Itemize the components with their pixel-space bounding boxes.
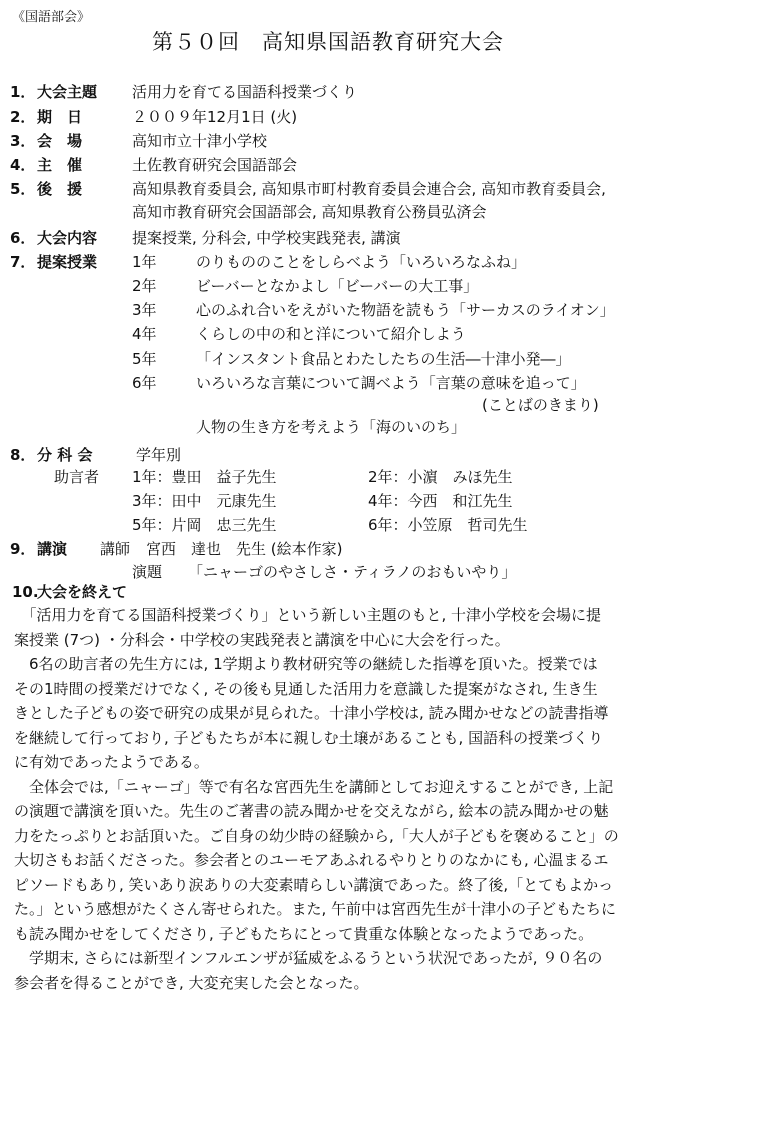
report-line: 全体会では,「ニャーゴ」等で有名な宮西先生を講師としてお迎えすることができ, 上記 — [14, 777, 614, 796]
report-body — [14, 603, 664, 995]
item-number: 6． — [10, 229, 36, 247]
item-label-breakout: 分 科 会 — [37, 446, 93, 464]
report-line: 参会者を得ることができ, 大変充実した会となった。 — [14, 973, 369, 992]
report-line: 「活用力を育てる国語科授業づくり」という新しい主題のもと, 十津小学校を会場に提 — [14, 606, 602, 624]
item-value-venue: 高知市立十津小学校 — [132, 132, 268, 150]
item-number: 4． — [10, 156, 36, 174]
report-line: その1時間の授業だけでなく, その後も見通した活用力を意識した提案がなされ, 生き生 — [14, 679, 598, 698]
item-label-lecture: 講演 — [37, 540, 68, 558]
item-value-host: 土佐教育研究会国語部会 — [132, 156, 298, 174]
item-value-theme: 活用力を育てる国語科授業づくり — [132, 83, 358, 101]
topic-label: 演題 — [132, 563, 163, 581]
item-label-host: 主 催 — [37, 156, 83, 174]
lesson-grade: 4年 — [132, 325, 157, 343]
item-number: 3． — [10, 132, 36, 150]
lesson-title: ビーバーとなかよし「ビーバーの大工事」 — [196, 277, 479, 295]
item-number: 5． — [10, 180, 36, 198]
report-line: 大切さもお話くださった。参会者とのユーモアあふれるやりとりのなかにも, 心温まるエ — [14, 851, 609, 869]
advisor-entry: 2年：小濵 みほ先生 — [368, 468, 513, 486]
advisor-entry: 3年：田中 元康先生 — [132, 492, 277, 510]
lesson-note: (ことばのきまり) — [482, 396, 599, 414]
item-value-breakout: 学年別 — [136, 446, 182, 464]
advisor-entry: 1年：豊田 益子先生 — [132, 468, 277, 486]
report-number: 10. — [12, 583, 39, 601]
page-title: 第５０回 高知県国語教育研究大会 — [152, 30, 504, 54]
item-value-support-line2: 高知市教育研究会国語部会, 高知県教育公務員弘済会 — [132, 203, 487, 221]
item-number: 7． — [10, 253, 36, 271]
item-label-venue: 会 場 — [37, 132, 83, 150]
report-line: を継続して行っており, 子どもたちが本に親しむ土壌があることも, 国語科の授業づくり — [14, 728, 604, 747]
item-number: 8． — [10, 446, 36, 464]
lecture-topic: 「ニャーゴのやさしさ・ティラノのおもいやり」 — [188, 563, 517, 581]
lesson-extra: 人物の生き方を考えよう「海のいのち」 — [196, 418, 467, 436]
lesson-title: 心のふれ合いをえがいた物語を読もう「サーカスのライオン」 — [196, 301, 615, 319]
item-label-lessons: 提案授業 — [37, 253, 98, 271]
lesson-title: いろいろな言葉について調べよう「言葉の意味を追って」 — [196, 374, 586, 392]
item-value-support-line1: 高知県教育委員会, 高知県市町村教育委員会連合会, 高知市教育委員会, — [132, 180, 606, 198]
item-label-theme: 大会主題 — [37, 83, 98, 101]
lesson-grade: 1年 — [132, 253, 157, 271]
item-number: 2． — [10, 108, 36, 126]
report-line: も読み聞かせをしてくださり, 子どもたちにとって貴重な体験となったようであった。 — [14, 924, 594, 943]
item-label-date: 期 日 — [37, 108, 83, 126]
lesson-title: 「インスタント食品とわたしたちの生活―十津小発―」 — [196, 350, 571, 368]
item-number: 1． — [10, 83, 36, 101]
speaker-label: 講師 — [100, 540, 131, 558]
report-line: た。」という感想がたくさん寄せられた。また, 午前中は宮西先生が十津小の子どもたちに — [14, 900, 617, 918]
report-line: に有効であったようである。 — [14, 753, 209, 771]
advisor-entry: 4年：今西 和江先生 — [368, 492, 513, 510]
advisor-entry: 6年：小笠原 哲司先生 — [368, 516, 528, 534]
lesson-grade: 2年 — [132, 277, 157, 295]
report-heading: 大会を終えて — [37, 583, 128, 601]
item-label-support: 後 援 — [37, 180, 83, 198]
report-line: 学期末, さらには新型インフルエンザが猛威をふるうという状況であったが, ９０名の — [14, 949, 603, 967]
lesson-grade: 3年 — [132, 301, 157, 319]
department-label: 《国語部会》 — [12, 10, 91, 25]
speaker-name: 宮西 達也 先生 (絵本作家) — [146, 540, 343, 558]
report-line: 力をたっぷりとお話頂いた。ご自身の幼少時の経験から,「大人が子どもを褒めること」の — [14, 826, 619, 845]
lesson-title: くらしの中の和と洋について紹介しよう — [196, 325, 466, 343]
lesson-grade: 5年 — [132, 350, 157, 368]
item-number: 9． — [10, 540, 36, 558]
report-line: の演題で講演を頂いた。先生のご著書の読み聞かせを交えながら, 絵本の読み聞かせの魅 — [14, 802, 609, 820]
item-value-content: 提案授業, 分科会, 中学校実践発表, 講演 — [132, 229, 401, 247]
report-line: ピソードもあり, 笑いあり涙ありの大変素晴らしい講演であった。終了後,「とてもよかっ — [14, 875, 614, 894]
report-line: 6名の助言者の先生方には, 1学期より教材研究等の継続した指導を頂いた。授業では — [14, 655, 598, 673]
lesson-title: のりもののことをしらべよう「いろいろなふね」 — [196, 253, 527, 271]
lesson-grade: 6年 — [132, 374, 157, 392]
item-label-content: 大会内容 — [37, 229, 98, 247]
item-value-date: ２００９年12月1日 (火) — [132, 108, 298, 126]
advisor-entry: 5年：片岡 忠三先生 — [132, 516, 277, 534]
report-line: 案授業 (7つ) ・分科会・中学校の実践発表と講演を中心に大会を行った。 — [14, 630, 510, 649]
report-line: きとした子どもの姿で研究の成果が見られた。十津小学校は, 読み聞かせなどの読書指導 — [14, 704, 609, 722]
advisor-label: 助言者 — [54, 468, 100, 486]
